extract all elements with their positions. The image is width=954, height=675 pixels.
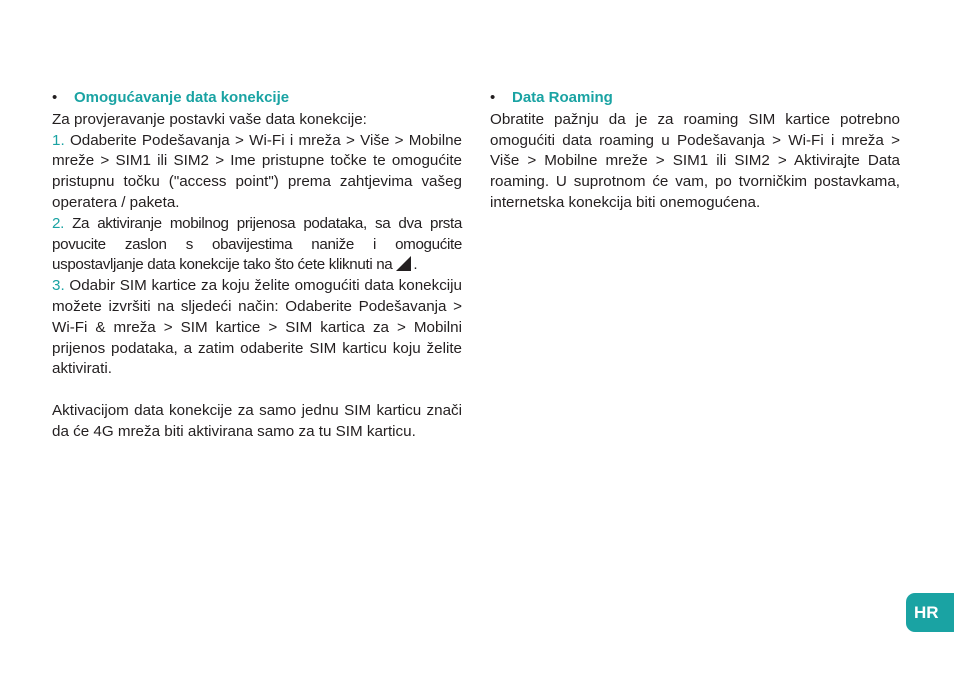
left-column [52, 88, 462, 443]
section-heading-data-connection [52, 88, 462, 109]
signal-icon [396, 256, 411, 271]
heading-text: Data Roaming [512, 89, 613, 106]
bullet-icon: • [52, 89, 58, 106]
language-badge: HR [906, 593, 954, 632]
note-text: Aktivacijom data konekcije za samo jednu SIM karticu znači da će 4G mreža biti aktivirana samo za tu SIM karticu. [52, 402, 462, 440]
heading-text: Omogućavanje data konekcije [74, 89, 290, 106]
step-text: Za aktiviranje mobilnog prijenosa podataka, sa dva prsta povucite zaslon s obavijestima naniže i omogućite uspostavljanje data konekcije tako što ćete kliknuti na [52, 214, 462, 274]
step-number: 2. [52, 214, 64, 232]
step-end: . [413, 256, 418, 274]
right-column [490, 88, 900, 214]
step-number: 3. [52, 277, 65, 295]
intro-text: Za provjeravanje postavki vaše data konekcije: [52, 110, 367, 128]
spacer [52, 380, 462, 401]
step-text: Odabir SIM kartice za koju želite omogućiti data konekciju možete izvršiti na sljedeći način: Odaberite Podešavanja > Wi-Fi & mreža > SIM kartice > SIM kartica za > Mobilni prijenos podataka, a zatim odaberite SIM karticu koju želite aktivirati. [52, 277, 462, 378]
section-heading-data-roaming [490, 88, 900, 109]
roaming-text: Obratite pažnju da je za roaming SIM kartice potrebno omogućiti data roaming u Podešavanja > Wi-Fi i mreža > Više > Mobilne mreže > SIM1 ili SIM2 > Aktivirajte Data roaming. U suprotnom će vam, po tvorničkim postavkama, internetska konekcija biti onemogućena. [490, 110, 900, 211]
step-2 [52, 214, 462, 276]
step-3 [52, 276, 462, 380]
step-number: 1. [52, 131, 65, 149]
bullet-icon: • [490, 89, 496, 106]
step-1 [52, 131, 462, 214]
step-text: Odaberite Podešavanja > Wi-Fi i mreža > Više > Mobilne mreže > SIM1 ili SIM2 > Ime pristupne točke te omogućite pristupnu točku ("access point") prema zahtjevima vašeg operatera / paketa. [52, 131, 462, 211]
